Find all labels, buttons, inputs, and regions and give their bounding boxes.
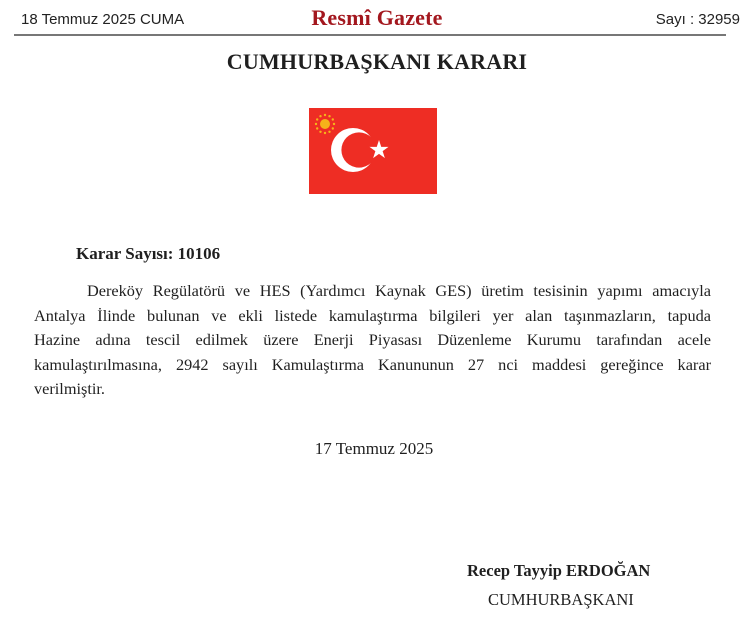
decision-number: Karar Sayısı: 10106 bbox=[76, 244, 221, 263]
body-line: verilmiştir. bbox=[34, 379, 105, 399]
header-divider bbox=[14, 34, 726, 36]
document-title: CUMHURBAŞKANI KARARI bbox=[226, 49, 528, 74]
body-line: kamulaştırılmasına, 2942 sayılı Kamulaştırma Kanununun 27 nci maddesi gereğince karar bbox=[34, 354, 711, 374]
body-line: Hazine adına tescil edilmek üzere Enerji Piyasası Düzenleme Kurumu tarafından acele bbox=[34, 330, 711, 350]
issue-number: Sayı : 32959 bbox=[655, 11, 740, 28]
signer-name: Recep Tayyip ERDOĞAN bbox=[467, 561, 651, 580]
decision-body bbox=[34, 279, 711, 402]
signing-date: 17 Temmuz 2025 bbox=[314, 439, 434, 458]
body-line: Antalya İlinde bulunan ve ekli listede kamulaştırma bilgileri yer alan taşınmazların, tapuda bbox=[34, 305, 711, 325]
gazette-header bbox=[14, 4, 740, 32]
body-line: Dereköy Regülatörü ve HES (Yardımcı Kaynak GES) üretim tesisinin yapımı amacıyla bbox=[87, 281, 711, 300]
signer-title: CUMHURBAŞKANI bbox=[488, 590, 634, 609]
gazette-title: Resmî Gazete bbox=[311, 5, 443, 30]
presidential-flag-icon bbox=[309, 108, 437, 194]
issue-date: 18 Temmuz 2025 CUMA bbox=[21, 11, 185, 28]
